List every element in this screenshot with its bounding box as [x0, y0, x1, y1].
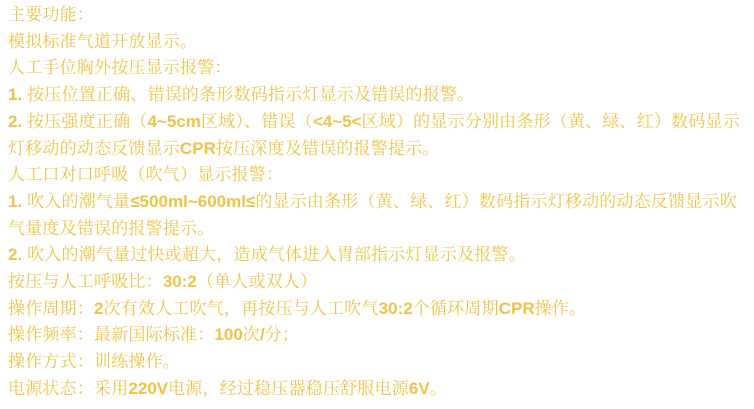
- line-power-status: 电源状态：采用220V电源，经过稳压器稳压舒服电源6V。: [8, 378, 447, 398]
- line-operation-mode: 操作方式：训练操作。: [8, 352, 180, 372]
- line-compression-ratio: 按压与人工呼吸比：30:2（单人或双人）: [8, 272, 318, 292]
- line-operation-frequency: 操作频率：最新国际标准：100次/分；: [8, 325, 300, 345]
- line-operation-cycle: 操作周期：2次有效人工吹气，再按压与人工吹气30:2个循环周期CPR操作。: [8, 298, 587, 318]
- item-tidal-volume-display: 1. 吹入的潮气量≤500ml~600ml≤的显示由条形（黄、绿、红）数码指示灯移动的动态反馈显示吹气量度及错误的报警提示。: [8, 191, 737, 238]
- line-airway-display: 模拟标准气道开放显示。: [8, 31, 198, 51]
- heading-ventilation-alarm: 人工口对口呼吸（吹气）显示报警：: [8, 165, 284, 185]
- item-compression-position: 1. 按压位置正确、错误的条形数码指示灯显示及错误的报警。: [8, 85, 475, 105]
- heading-compression-alarm: 人工手位胸外按压显示报警：: [8, 58, 232, 78]
- item-compression-strength: 2. 按压强度正确（4~5cm区域）、错误（<4~5<区域）的显示分别由条形（黄、绿、红）数码显示灯移动的动态反馈显示CPR按压深度及错误的报警提示。: [8, 111, 740, 158]
- heading-main-functions: 主要功能：: [8, 5, 94, 24]
- item-tidal-volume-excess: 2. 吹入的潮气量过快或超大，造成气体进入胃部指示灯显示及报警。: [8, 245, 526, 265]
